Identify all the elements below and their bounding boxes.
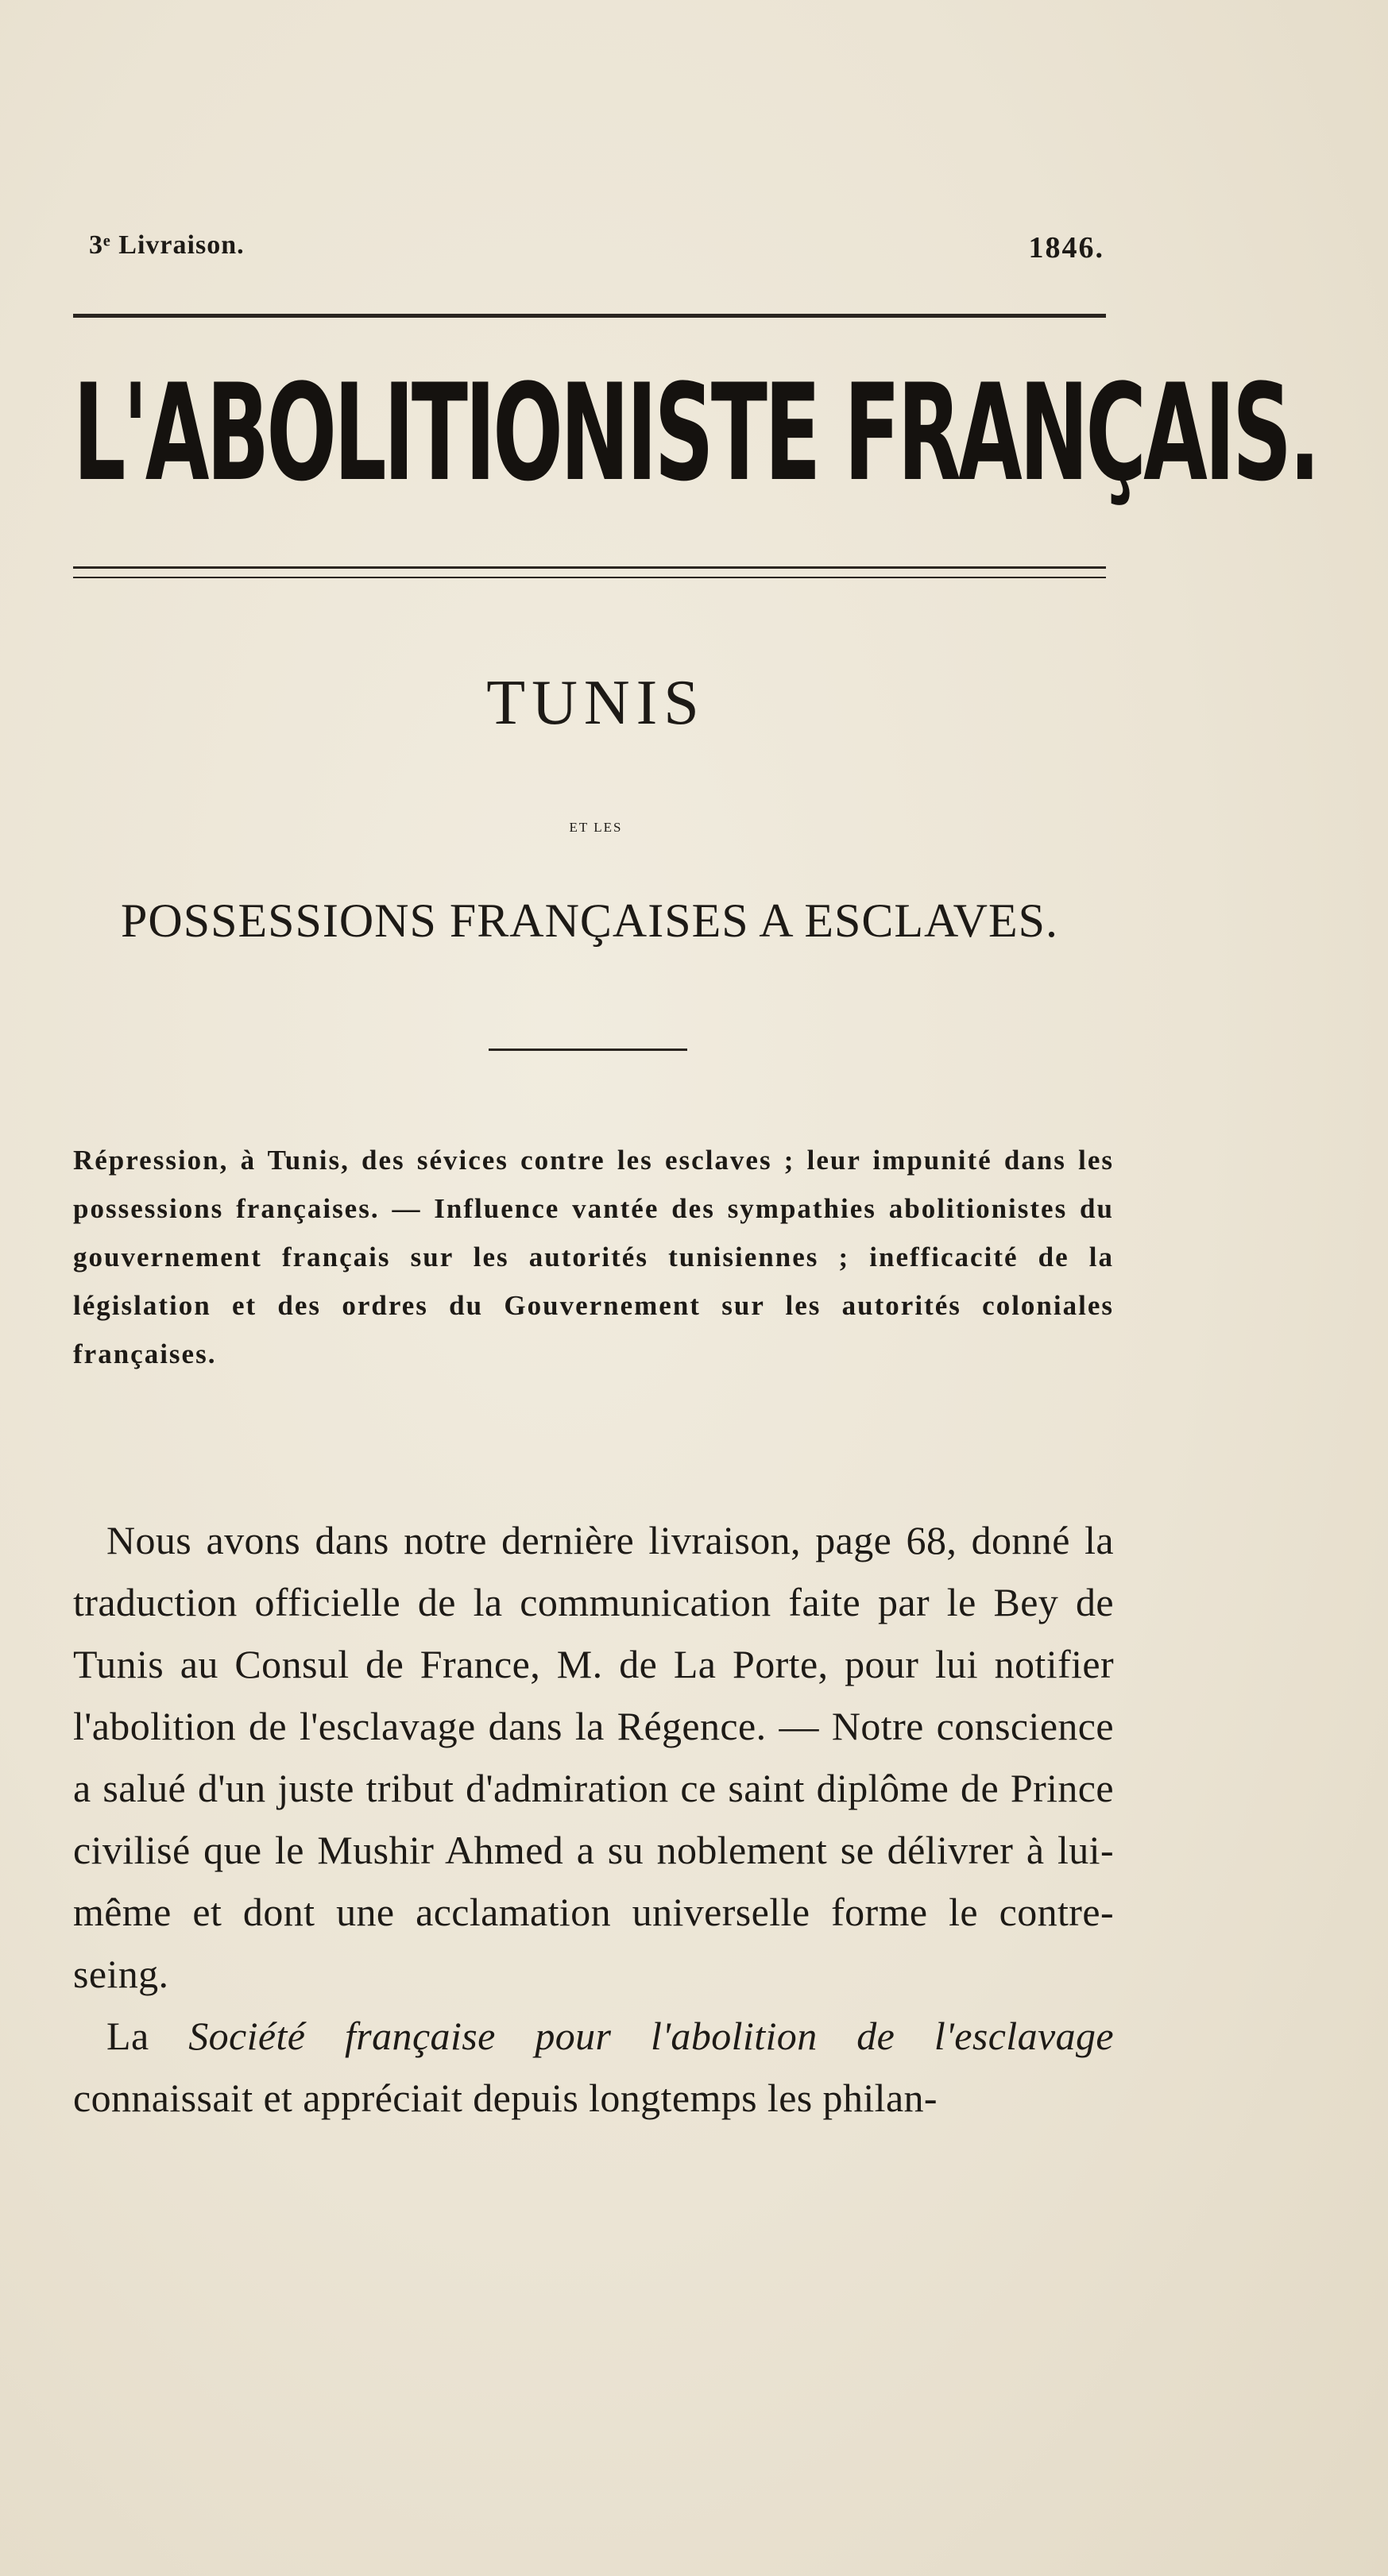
article-title: TUNIS (486, 668, 706, 738)
paragraph (73, 2005, 1114, 2129)
paragraph-text: connaissait et appréciait depuis longtemps les philan- (73, 2076, 938, 2120)
paragraph: Nous avons dans notre dernière livraison, page 68, donné la traduction officielle de la communication faite par le Bey de Tunis au Consul de France, M. de La Porte, pour lui notifier l'abolition de l'esclavage dans la Régence. — Notre conscience a salué d'un juste tribut d'admiration ce saint diplôme de Prince civilisé que le Mushir Ahmed a su noblement se délivrer à lui-même et dont une acclamation universelle forme le contre-seing. (73, 1518, 1114, 1996)
running-header (89, 230, 1104, 278)
issue-number: 3ᵉ Livraison. (89, 230, 245, 260)
article-subtitle: POSSESSIONS FRANÇAISES A ESCLAVES. (121, 894, 1058, 947)
paragraph-text: La (106, 2014, 189, 2058)
issue-year: 1846. (1028, 231, 1104, 265)
article-summary: Répression, à Tunis, des sévices contre les esclaves ; leur impunité dans les possessions françaises. — Influence vantée des sympathies abolitionistes du gouvernement français sur les autorités tunisiennes ; inefficacité de la législation et des ordres du Gouvernement sur les autorités coloniales françaises. (73, 1145, 1114, 1369)
title-connector: ET LES (569, 820, 623, 835)
top-rule (73, 314, 1106, 318)
society-name: Société française pour l'abolition de l'esclavage (188, 2014, 1114, 2058)
masthead-title: L'ABOLITIONISTE FRANÇAIS. (73, 355, 1318, 511)
double-rule (73, 566, 1106, 578)
section-divider (489, 1049, 687, 1051)
article-body (73, 1509, 1114, 2129)
